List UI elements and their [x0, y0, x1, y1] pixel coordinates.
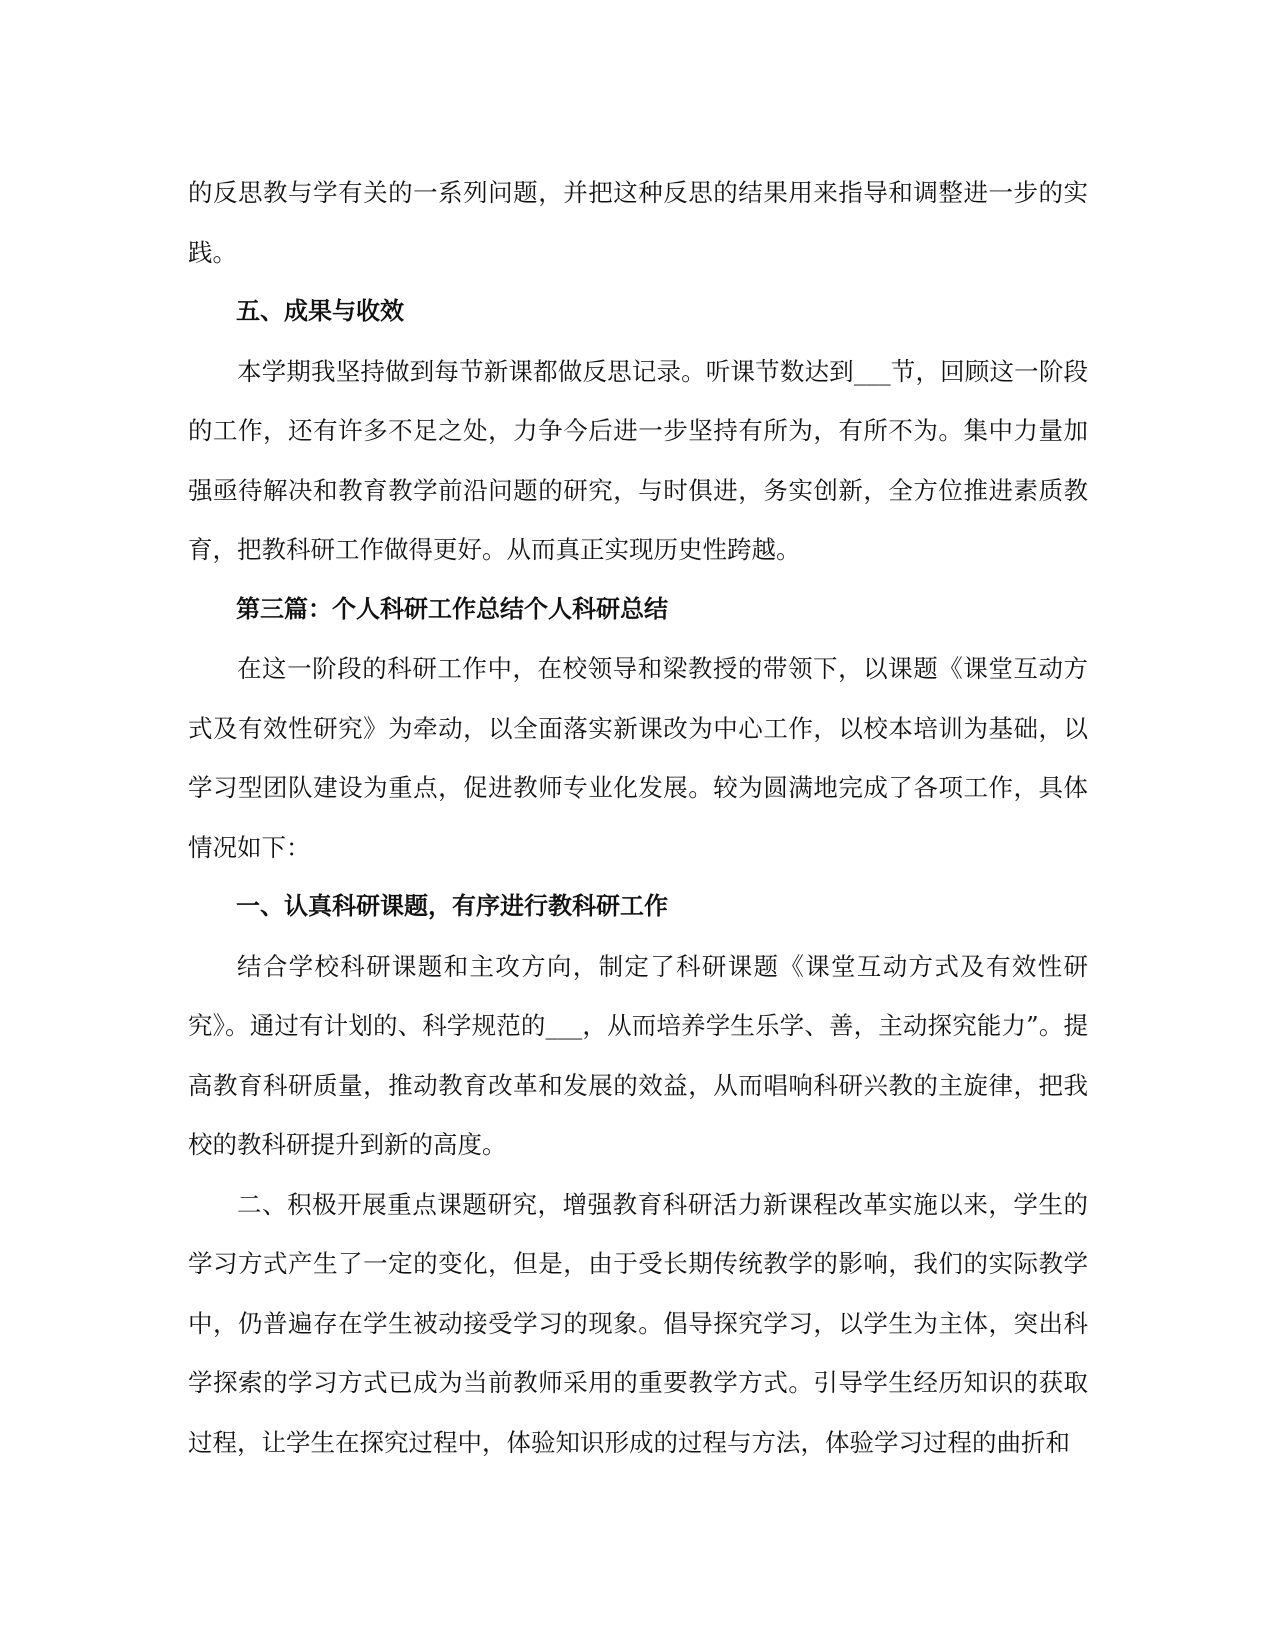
paragraph-continued: 的反思教与学有关的一系列问题，并把这种反思的结果用来指导和调整进一步的实践。 [188, 178, 1088, 267]
document-body [188, 163, 1088, 1472]
section-heading-results: 五、成果与收效 [236, 297, 404, 325]
paragraph-key-topics: 二、积极开展重点课题研究，增强教育科研活力新课程改革实施以来，学生的学习方式产生了一定的变化，但是，由于受长期传统教学的影响，我们的实际教学中，仍普遍存在学生被动接受学习的现象。倡导探究学习，以学生为主体，突出科学探索的学习方式已成为当前教师采用的重要教学方式。引导学生经历知识的获取过程，让学生在探究过程中，体验知识形成的过程与方法，体验学习过程的曲折和 [188, 1189, 1088, 1457]
paragraph-results: 本学期我坚持做到每节新课都做反思记录。听课节数达到___节，回顾这一阶段的工作，还有许多不足之处，力争今后进一步坚持有所为，有所不为。集中力量加强亟待解决和教育教学前沿问题的研究，与时俱进，务实创新，全方位推进素质教育，把教科研工作做得更好。从而真正实现历史性跨越。 [188, 356, 1088, 564]
chapter-heading-part-three: 第三篇：个人科研工作总结个人科研总结 [236, 594, 668, 623]
paragraph-intro: 在这一阶段的科研工作中，在校领导和梁教授的带领下，以课题《课堂互动方式及有效性研究》为牵动，以全面落实新课改为中心工作，以校本培训为基础，以学习型团队建设为重点，促进教师专业化发展。较为圆满地完成了各项工作，具体情况如下： [188, 654, 1088, 862]
paragraph-research-topics: 结合学校科研课题和主攻方向，制定了科研课题《课堂互动方式及有效性研究》。通过有计划的、科学规范的___，从而培养学生乐学、善，主动探究能力”。提高教育科研质量，推动教育改革和发展的效益，从而唱响科研兴教的主旋律，把我校的教科研提升到新的高度。 [188, 951, 1088, 1159]
section-heading-research-topics: 一、认真科研课题，有序进行教科研工作 [236, 892, 668, 920]
